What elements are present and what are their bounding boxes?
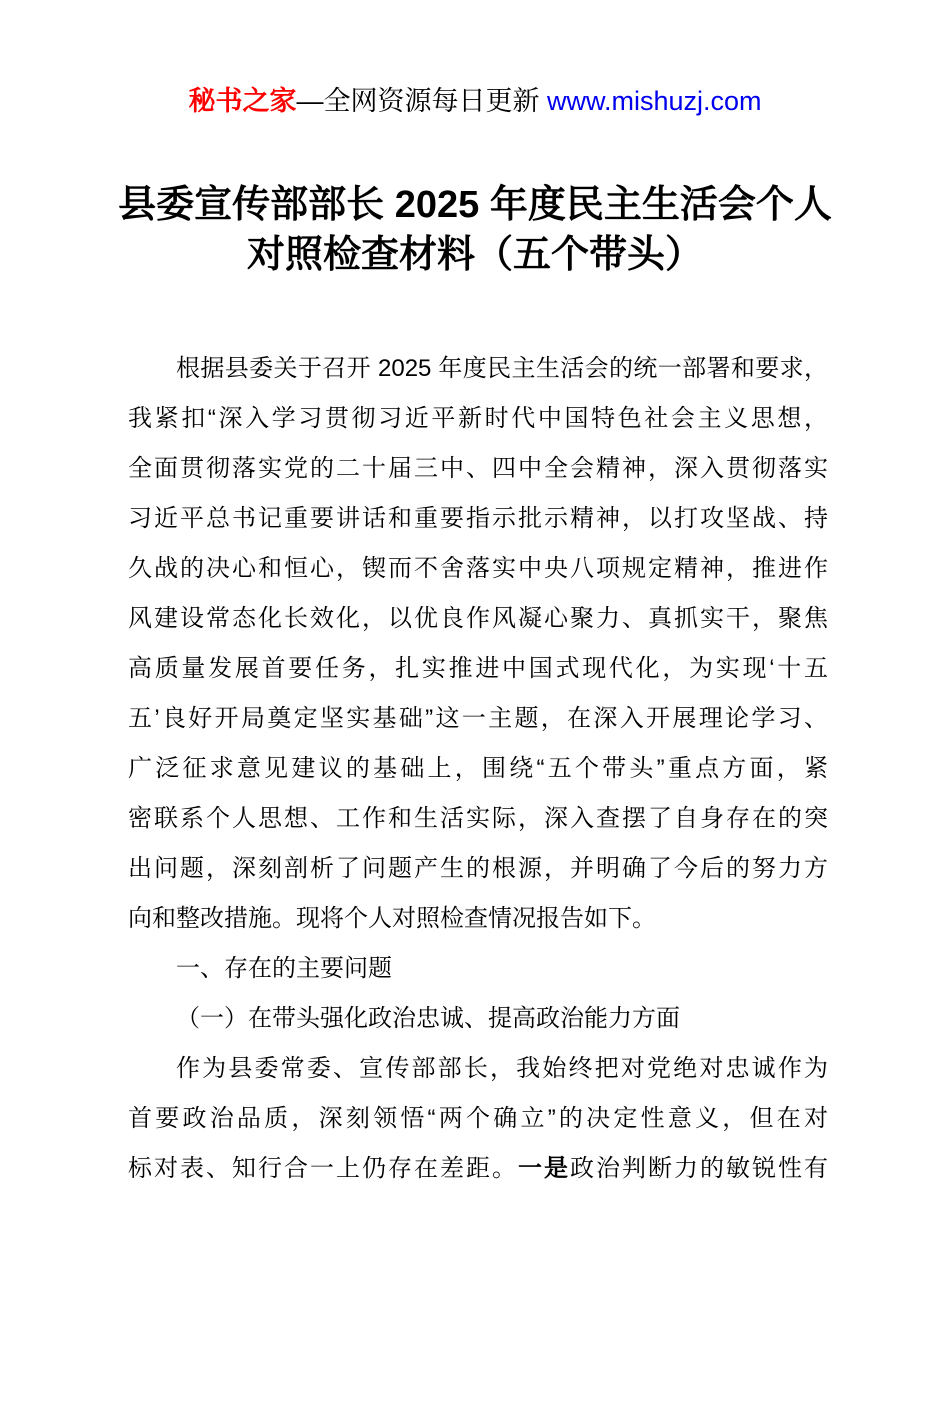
- bold-emphasis: 一是: [518, 1155, 570, 1182]
- document-title-line2: 对照检查材料（五个带头）: [246, 234, 703, 276]
- body-line: [128, 994, 828, 1044]
- document-title: [0, 180, 950, 280]
- body-line: [128, 694, 828, 744]
- body-line: [128, 1144, 828, 1194]
- body-line: [128, 344, 828, 394]
- site-name: 秘书之家: [188, 86, 297, 116]
- body-text: 作为县委常委、宣传部部长，我始终把对党绝对忠诚作为: [176, 1055, 828, 1082]
- body-line: [128, 944, 828, 994]
- header-tagline: —全网资源每日更新: [296, 86, 547, 116]
- document-title-line1: 县委宣传部部长 2025 年度民主生活会个人: [118, 184, 832, 226]
- body-line: [128, 644, 828, 694]
- body-text: 习近平总书记重要讲话和重要指示批示精神，以打攻坚战、持: [128, 505, 828, 532]
- body-line: [128, 894, 828, 944]
- site-url-link[interactable]: www.mishuzj.com: [546, 86, 762, 116]
- body-text: 根据县委关于召开 2025 年度民主生活会的统一部署和要求，: [176, 355, 828, 382]
- body-text: 密联系个人思想、工作和生活实际，深入查摆了自身存在的突: [128, 805, 828, 832]
- body-text: （一）在带头强化政治忠诚、提高政治能力方面: [176, 1005, 680, 1032]
- body-text: 出问题，深刻剖析了问题产生的根源，并明确了今后的努力方: [128, 855, 828, 882]
- body-text: 全面贯彻落实党的二十届三中、四中全会精神，深入贯彻落实: [128, 455, 828, 482]
- body-line: [128, 1044, 828, 1094]
- body-line: [128, 1094, 828, 1144]
- body-text: 五’良好开局奠定坚实基础”这一主题，在深入开展理论学习、: [128, 705, 828, 732]
- body-text: 高质量发展首要任务，扎实推进中国式现代化，为实现‘十五: [128, 655, 828, 682]
- body-text: 我紧扣“深入学习贯彻习近平新时代中国特色社会主义思想，: [128, 405, 828, 432]
- body-text: 首要政治品质，深刻领悟“两个确立”的决定性意义，但在对: [128, 1105, 828, 1132]
- body-line: [128, 594, 828, 644]
- body-text: 标对表、知行合一上仍存在差距。: [128, 1155, 518, 1182]
- body-text: 一、存在的主要问题: [176, 955, 392, 982]
- body-line: [128, 394, 828, 444]
- body-line: [128, 494, 828, 544]
- body-text: 广泛征求意见建议的基础上，围绕“五个带头”重点方面，紧: [128, 755, 828, 782]
- body-text: 政治判断力的敏锐性有: [570, 1155, 828, 1182]
- document-body: [128, 344, 828, 1194]
- body-text: 风建设常态化长效化，以优良作风凝心聚力、真抓实干，聚焦: [128, 605, 828, 632]
- page-header: [0, 84, 950, 118]
- body-line: [128, 844, 828, 894]
- body-line: [128, 444, 828, 494]
- body-text: 向和整改措施。现将个人对照检查情况报告如下。: [128, 905, 656, 932]
- body-line: [128, 544, 828, 594]
- body-text: 久战的决心和恒心，锲而不舍落实中央八项规定精神，推进作: [128, 555, 828, 582]
- body-line: [128, 744, 828, 794]
- body-line: [128, 794, 828, 844]
